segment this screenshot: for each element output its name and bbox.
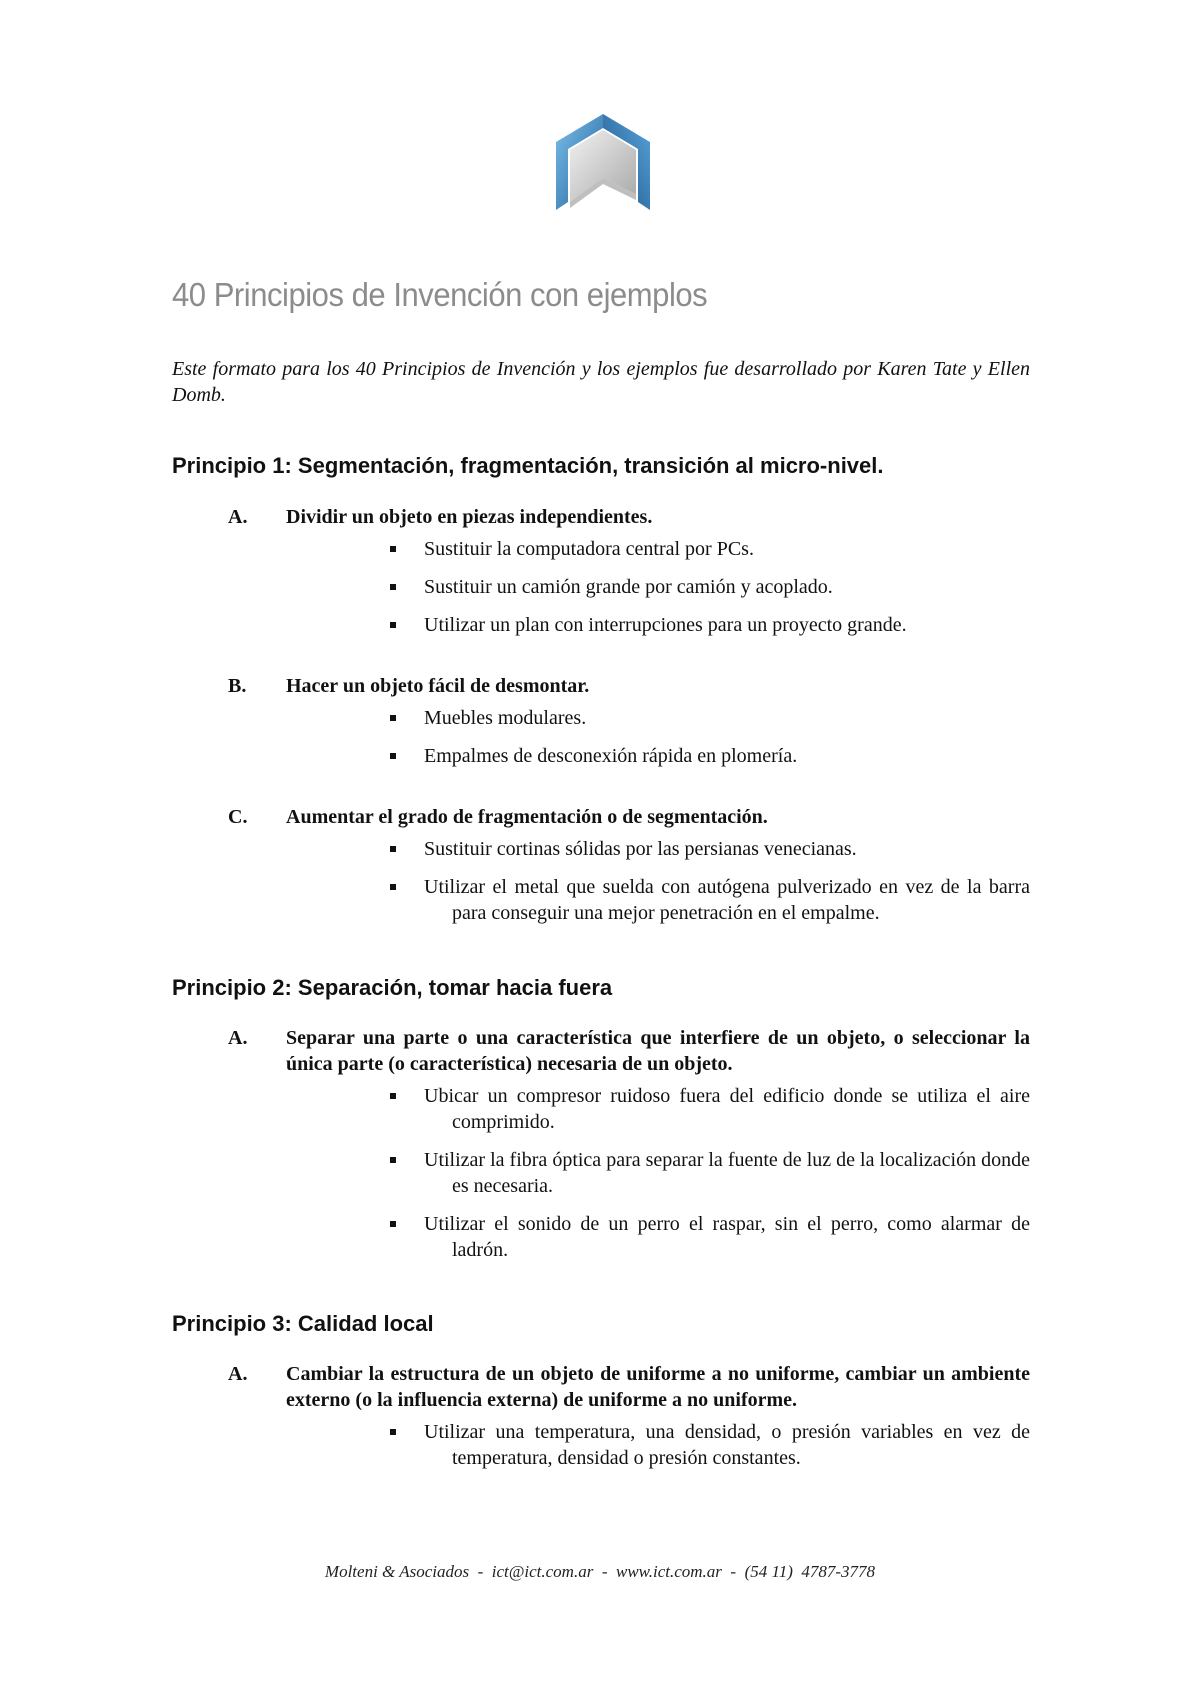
section-letter: B.: [228, 675, 247, 697]
list-item: Utilizar el sonido de un perro el raspar, sin el perro, como alarmar de ladrón.: [424, 1211, 1030, 1263]
list-item: Utilizar el metal que suelda con autógena pulverizado en vez de la barra para conseguir una mejor penetración en el empalme.: [424, 874, 1030, 926]
section-letter: C.: [228, 806, 248, 828]
company-logo: [548, 112, 658, 218]
list-item: Utilizar un plan con interrupciones para un proyecto grande.: [424, 612, 1030, 638]
principle-3-title: Principio 3: Calidad local: [172, 1311, 434, 1336]
section-letter: A.: [228, 506, 248, 528]
principle-1-section-b: [228, 673, 1030, 769]
section-heading: [228, 673, 1030, 699]
list-item: Ubicar un compresor ruidoso fuera del edificio donde se utiliza el aire comprimido.: [424, 1083, 1030, 1135]
square-bullet-icon: [390, 1093, 396, 1099]
list-item: Utilizar una temperatura, una densidad, o presión variables en vez de temperatura, densidad o presión constantes.: [424, 1419, 1030, 1471]
section-heading-text: Dividir un objeto en piezas independientes.: [286, 506, 653, 528]
square-bullet-icon: [390, 715, 396, 721]
section-heading: [228, 504, 1030, 530]
principle-3-section-a: [228, 1361, 1030, 1471]
section-heading-text: Hacer un objeto fácil de desmontar.: [286, 675, 590, 697]
section-heading-text: Separar una parte o una característica que interfiere de un objeto, o seleccionar la única parte (o característica) necesaria de un objeto.: [286, 1027, 1030, 1075]
principle-2-title: Principio 2: Separación, tomar hacia fuera: [172, 975, 613, 1000]
intro-paragraph: Este formato para los 40 Principios de Invención y los ejemplos fue desarrollado por Karen Tate y Ellen Domb.: [172, 358, 1030, 406]
square-bullet-icon: [390, 1157, 396, 1163]
list-item: Muebles modulares.: [424, 705, 1030, 731]
section-heading: [228, 1361, 1030, 1413]
section-heading: [228, 1025, 1030, 1077]
example-list: [228, 1083, 1030, 1263]
principle-2-section-a: [228, 1025, 1030, 1263]
list-item: Sustituir cortinas sólidas por las persianas venecianas.: [424, 836, 1030, 862]
example-list: [228, 705, 1030, 769]
square-bullet-icon: [390, 584, 396, 590]
house-arch-logo-icon: [548, 112, 658, 218]
section-heading-text: Cambiar la estructura de un objeto de uniforme a no uniforme, cambiar un ambiente externo (o la influencia externa) de uniforme a no uniforme.: [286, 1363, 1030, 1411]
square-bullet-icon: [390, 622, 396, 628]
list-item: Utilizar la fibra óptica para separar la fuente de luz de la localización donde es necesaria.: [424, 1147, 1030, 1199]
example-list: [228, 536, 1030, 638]
list-item: Sustituir la computadora central por PCs.: [424, 536, 1030, 562]
square-bullet-icon: [390, 1429, 396, 1435]
section-letter: A.: [228, 1027, 248, 1049]
square-bullet-icon: [390, 1221, 396, 1227]
example-list: [228, 1419, 1030, 1471]
list-item: Sustituir un camión grande por camión y acoplado.: [424, 574, 1030, 600]
principle-1-section-c: [228, 804, 1030, 926]
principle-1-section-a: [228, 504, 1030, 638]
section-heading: [228, 804, 1030, 830]
square-bullet-icon: [390, 846, 396, 852]
document-title: 40 Principios de Invención con ejemplos: [172, 276, 708, 313]
square-bullet-icon: [390, 884, 396, 890]
square-bullet-icon: [390, 546, 396, 552]
principle-1-title: Principio 1: Segmentación, fragmentación, transición al micro-nivel.: [172, 453, 884, 478]
example-list: [228, 836, 1030, 926]
square-bullet-icon: [390, 753, 396, 759]
page-footer: Molteni & Asociados - ict@ict.com.ar - www.ict.com.ar - (54 11) 4787-3778: [324, 1562, 876, 1581]
section-heading-text: Aumentar el grado de fragmentación o de segmentación.: [286, 806, 768, 828]
section-letter: A.: [228, 1363, 248, 1385]
list-item: Empalmes de desconexión rápida en plomería.: [424, 743, 1030, 769]
